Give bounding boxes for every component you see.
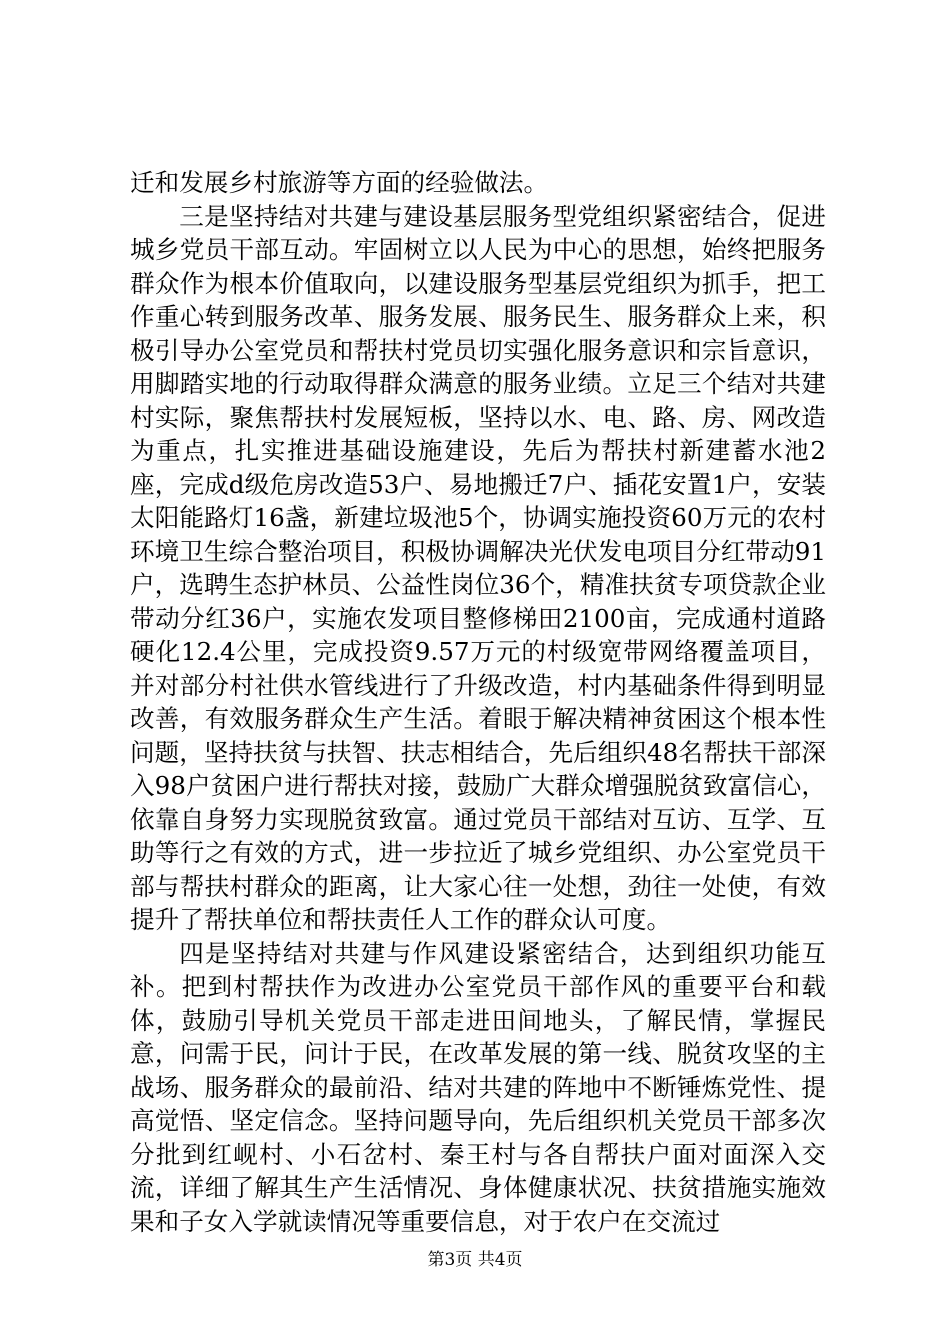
page-footer: [0, 1245, 950, 1270]
paragraph-2: 三是坚持结对共建与建设基层服务型党组织紧密结合，促进城乡党员干部互动。牢固树立以人民为中心的思想，始终把服务群众作为根本价值取向，以建设服务型基层党组织为抓手，把工作重心转到服务改革、服务发展、服务民生、服务群众上来，积极引导办公室党员和帮扶村党员切实强化服务意识和宗旨意识，用脚踏实地的行动取得群众满意的服务业绩。立足三个结对共建村实际，聚焦帮扶村发展短板，坚持以水、电、路、房、网改造为重点，扎实推进基础设施建设，先后为帮扶村新建蓄水池2座，完成d级危房改造53户、易地搬迁7户、插花安置1户，安装太阳能路灯16盏，新建垃圾池5个，协调实施投资60万元的农村环境卫生综合整治项目，积极协调解决光伏发电项目分红带动91户，选聘生态护林员、公益性岗位36个，精准扶贫专项贷款企业带动分红36户，实施农发项目整修梯田2100亩，完成通村道路硬化12.4公里，完成投资9.57万元的村级宽带网络覆盖项目，并对部分村社供水管线进行了升级改造，村内基础条件得到明显改善，有效服务群众生产生活。着眼于解决精神贫困这个根本性问题，坚持扶贫与扶智、扶志相结合，先后组织48名帮扶干部深入98户贫困户进行帮扶对接，鼓励广大群众增强脱贫致富信心，依靠自身努力实现脱贫致富。通过党员干部结对互访、互学、互助等行之有效的方式，进一步拉近了城乡党组织、办公室党员干部与帮扶村群众的距离，让大家心往一处想，劲往一处使，有效提升了帮扶单位和帮扶责任人工作的群众认可度。: [130, 201, 826, 934]
paragraph-3: 四是坚持结对共建与作风建设紧密结合，达到组织功能互补。把到村帮扶作为改进办公室党员干部作风的重要平台和载体，鼓励引导机关党员干部走进田间地头，了解民情，掌握民意，问需于民，问计于民，在改革发展的第一线、脱贫攻坚的主战场、服务群众的最前沿、结对共建的阵地中不断锤炼党性、提高觉悟、坚定信念。坚持问题导向，先后组织机关党员干部多次分批到红岘村、小石岔村、秦王村与各自帮扶户面对面深入交流，详细了解其生产生活情况、身体健康状况、扶贫措施实施效果和子女入学就读情况等重要信息，对于农户在交流过: [130, 938, 826, 1236]
page-number-label: 第3页 共4页: [427, 1250, 523, 1270]
document-body: [130, 166, 826, 1238]
paragraph-1: 迁和发展乡村旅游等方面的经验做法。: [130, 168, 549, 197]
